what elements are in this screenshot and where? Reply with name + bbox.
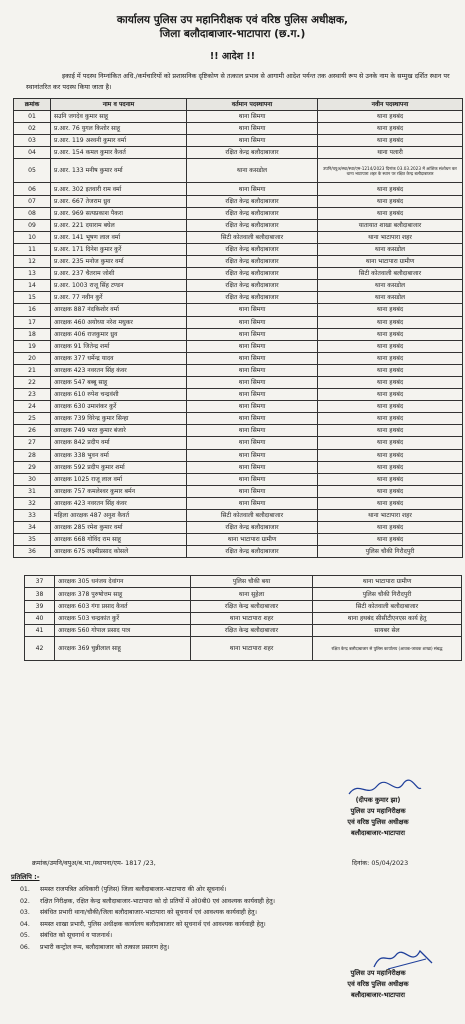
table-row bbox=[14, 437, 463, 449]
row-current-posting: थाना सिमगा bbox=[187, 449, 318, 461]
row-name: आरक्षक 630 उमाशंकर कुर्रे bbox=[51, 401, 187, 413]
table-row bbox=[14, 485, 463, 497]
table-row bbox=[25, 576, 462, 588]
copy-item-number: 05. bbox=[20, 932, 30, 939]
row-current-posting: थाना सिमगा bbox=[187, 316, 318, 328]
row-current-posting: थाना सिमगा bbox=[187, 340, 318, 352]
row-name: आरक्षक 377 धर्मेन्द्र यादव bbox=[51, 352, 187, 364]
row-new-posting: थाना हथबंद bbox=[318, 473, 463, 485]
row-serial: 37 bbox=[25, 576, 55, 588]
row-current-posting: थाना सिमगा bbox=[187, 111, 318, 123]
row-name: आरक्षक 305 धनंजय देवांगन bbox=[55, 576, 191, 588]
table-row bbox=[14, 352, 463, 364]
row-new-posting: थाना हथबंद bbox=[318, 437, 463, 449]
row-serial: 01 bbox=[14, 111, 51, 123]
row-current-posting: रक्षित केन्द्र बलौदाबाजार bbox=[191, 600, 313, 612]
copy-list-item bbox=[20, 907, 450, 919]
signature-block-1 bbox=[318, 795, 438, 839]
row-new-posting: थाना हथबंद bbox=[318, 401, 463, 413]
row-name: आरक्षक 460 अयोध्या नरेश मधुकर bbox=[51, 316, 187, 328]
row-current-posting: रक्षित केन्द्र बलौदाबाजार bbox=[187, 243, 318, 255]
row-serial: 23 bbox=[14, 389, 51, 401]
row-serial: 21 bbox=[14, 364, 51, 376]
table-row bbox=[14, 207, 463, 219]
row-serial: 04 bbox=[14, 147, 51, 159]
table-row bbox=[14, 401, 463, 413]
row-serial: 18 bbox=[14, 328, 51, 340]
signatory2-designation-3: बलौदाबाजार-भाटापारा bbox=[351, 991, 405, 999]
row-name: सउनि जगदेव कुमार साहू bbox=[51, 111, 187, 123]
row-name: आरक्षक 369 चुन्नीलाल साहू bbox=[55, 636, 191, 660]
table-row bbox=[14, 292, 463, 304]
copy-item-number: 03. bbox=[20, 909, 30, 916]
row-serial: 03 bbox=[14, 135, 51, 147]
row-serial: 25 bbox=[14, 413, 51, 425]
table-row bbox=[14, 256, 463, 268]
row-current-posting: थाना सिमगा bbox=[187, 376, 318, 388]
table-row bbox=[14, 389, 463, 401]
reference-date: दिनांक: 05/04/2023 bbox=[352, 859, 409, 867]
row-serial: 15 bbox=[14, 292, 51, 304]
row-serial: 16 bbox=[14, 304, 51, 316]
row-name: प्र.आर. 154 कमल कुमार कैवर्त bbox=[51, 147, 187, 159]
row-serial: 28 bbox=[14, 449, 51, 461]
copy-list-item bbox=[20, 919, 450, 931]
row-current-posting: थाना सिमगा bbox=[187, 485, 318, 497]
row-new-posting: पुलिस चौकी गिरौदपुरी bbox=[318, 546, 463, 558]
table-row bbox=[14, 147, 463, 159]
row-new-posting: थाना हथबंद bbox=[318, 497, 463, 509]
table-row bbox=[14, 425, 463, 437]
row-name: आरक्षक 503 चन्द्रकांत कुर्रे bbox=[55, 612, 191, 624]
row-current-posting: थाना भाटापारा शहर bbox=[191, 636, 313, 660]
copy-item-text: संबंधित प्रभारी थाना/चौकी/जिला बलौदाबाजार-भाटापारा को सूचनार्थ एवं आवश्यक कार्यवाही हेतु। bbox=[40, 909, 257, 916]
row-name: प्र.आर. 141 भूषण लाल वर्मा bbox=[51, 231, 187, 243]
row-name: आरक्षक 603 गंगा प्रसाद कैवर्त bbox=[55, 600, 191, 612]
row-new-posting: थाना हथबंद bbox=[318, 123, 463, 135]
row-name: आरक्षक 285 रमेश कुमार वर्मा bbox=[51, 522, 187, 534]
row-serial: 20 bbox=[14, 352, 51, 364]
row-name: आरक्षक 610 रुपेश चन्द्रवंशी bbox=[51, 389, 187, 401]
row-current-posting: थाना सिमगा bbox=[187, 123, 318, 135]
row-current-posting: रक्षित केन्द्र बलौदाबाजार bbox=[187, 147, 318, 159]
row-new-posting: थाना हथबंद bbox=[318, 522, 463, 534]
copy-heading: प्रतिलिपि :- bbox=[11, 873, 40, 881]
row-name: प्र.आर. 237 चैतराम जोशी bbox=[51, 268, 187, 280]
table-row bbox=[14, 304, 463, 316]
col-current-posting: वर्तमान पदस्थापना bbox=[187, 99, 318, 111]
table-row bbox=[25, 636, 462, 660]
row-serial: 11 bbox=[14, 243, 51, 255]
copy-item-text: संबंधित को सूचनार्थ व पालनार्थ। bbox=[40, 932, 113, 939]
row-new-posting: थाना कसडोल bbox=[318, 280, 463, 292]
table-row bbox=[14, 123, 463, 135]
table-row bbox=[14, 413, 463, 425]
table-row bbox=[14, 534, 463, 546]
col-new-posting: नवीन पदस्थापना bbox=[318, 99, 463, 111]
row-current-posting: थाना सिमगा bbox=[187, 364, 318, 376]
signatory-designation-2: एवं वरिष्ठ पुलिस अधीक्षक bbox=[347, 818, 409, 826]
transfer-table bbox=[13, 98, 463, 558]
row-current-posting: रक्षित केन्द्र बलौदाबाजार bbox=[187, 195, 318, 207]
copy-item-number: 04. bbox=[20, 920, 30, 928]
row-serial: 22 bbox=[14, 376, 51, 388]
row-new-posting: थाना हथबंद bbox=[318, 304, 463, 316]
office-title: कार्यालय पुलिस उप महानिरीक्षक एवं वरिष्ठ पुलिस अधीक्षक, bbox=[116, 14, 349, 26]
row-serial: 12 bbox=[14, 256, 51, 268]
row-current-posting: थाना सिमगा bbox=[187, 473, 318, 485]
row-new-posting: पुलिस चौकी गिरौदपुरी bbox=[313, 588, 462, 600]
table-row bbox=[14, 135, 463, 147]
table-row bbox=[14, 510, 463, 522]
table-row bbox=[14, 231, 463, 243]
row-current-posting: थाना कसडोल bbox=[187, 159, 318, 183]
copy-list-item bbox=[20, 896, 450, 908]
row-serial: 06 bbox=[14, 183, 51, 195]
row-new-posting: थाना भाटापारा ग्रामीण bbox=[313, 576, 462, 588]
signatory-designation-3: बलौदाबाजार-भाटापारा bbox=[351, 829, 405, 837]
order-heading: !! आदेश !! bbox=[209, 51, 256, 62]
row-current-posting: थाना सिमगा bbox=[187, 497, 318, 509]
transfer-table-body bbox=[14, 111, 463, 558]
row-new-posting: थाना हथबंद bbox=[318, 534, 463, 546]
row-serial: 38 bbox=[25, 588, 55, 600]
col-name: नाम व पदनाम bbox=[51, 99, 187, 111]
row-serial: 24 bbox=[14, 401, 51, 413]
row-serial: 26 bbox=[14, 425, 51, 437]
col-serial: क्रमांक bbox=[14, 99, 51, 111]
copy-item-text: समस्त शाखा प्रभारी, पुलिस अधीक्षक कार्यालय बलौदाबाजार को सूचनार्थ एवं आवश्यक कार्यवाही हेतु। bbox=[40, 920, 266, 928]
letterhead bbox=[12, 13, 453, 63]
row-current-posting: थाना सिमगा bbox=[187, 401, 318, 413]
table-row bbox=[14, 449, 463, 461]
row-serial: 40 bbox=[25, 612, 55, 624]
row-new-posting: थाना भाटापारा ग्रामीण bbox=[318, 256, 463, 268]
row-name: प्र.आर. 76 युगल किशोर साहू bbox=[51, 123, 187, 135]
signatory-name: (दीपक कुमार झा) bbox=[355, 796, 401, 804]
row-new-posting: थाना कसडोल bbox=[318, 292, 463, 304]
row-new-posting: उपनि/वपुअ/स्था/स्था/एम-1214/2023 दिनांक 03.03.2023 में आंशिक संशोधन कर थाना भाटापारा शहर के स्थान पर रक्षित केन्द्र बलौदाबाजार bbox=[318, 159, 463, 183]
row-name: आरक्षक 423 नवरतन सिंह कंवर bbox=[51, 364, 187, 376]
row-new-posting: थाना हथबंद bbox=[318, 389, 463, 401]
row-current-posting: रक्षित केन्द्र बलौदाबाजार bbox=[187, 546, 318, 558]
table-row bbox=[14, 268, 463, 280]
row-serial: 19 bbox=[14, 340, 51, 352]
row-serial: 08 bbox=[14, 207, 51, 219]
table-row bbox=[25, 612, 462, 624]
row-new-posting: थाना हथबंद bbox=[318, 425, 463, 437]
row-name: प्र.आर. 1003 राजू सिंह टण्डन bbox=[51, 280, 187, 292]
row-name: आरक्षक 378 पुरुषोत्तम साहू bbox=[55, 588, 191, 600]
copy-item-number: 01. bbox=[20, 886, 30, 893]
signatory2-designation-2: एवं वरिष्ठ पुलिस अधीक्षक bbox=[347, 980, 409, 988]
row-current-posting: थाना सिमगा bbox=[187, 425, 318, 437]
row-new-posting: थाना हथबंद bbox=[318, 195, 463, 207]
reference-number: क्रमांक/उमनि/वपुअ/ब.भा./स्थापना/एम- 1817 /23, bbox=[32, 859, 156, 867]
row-serial: 29 bbox=[14, 461, 51, 473]
row-serial: 34 bbox=[14, 522, 51, 534]
row-serial: 31 bbox=[14, 485, 51, 497]
row-current-posting: रक्षित केन्द्र बलौदाबाजार bbox=[187, 522, 318, 534]
row-name: आरक्षक 675 लक्ष्मीप्रसाद कोसले bbox=[51, 546, 187, 558]
row-new-posting: सिटी कोतवाली बलौदाबाजार bbox=[313, 600, 462, 612]
row-serial: 32 bbox=[14, 497, 51, 509]
table-row bbox=[14, 376, 463, 388]
row-current-posting: रक्षित केन्द्र बलौदाबाजार bbox=[187, 207, 318, 219]
row-name: आरक्षक 1025 राजू लाल वर्मा bbox=[51, 473, 187, 485]
row-new-posting: थाना हथबंद bbox=[318, 328, 463, 340]
row-name: प्र.आर. 119 अश्वनी कुमार वर्मा bbox=[51, 135, 187, 147]
row-serial: 05 bbox=[14, 159, 51, 183]
row-current-posting: थाना सिमगा bbox=[187, 413, 318, 425]
row-name: प्र.आर. 221 दयाराम बघेल bbox=[51, 219, 187, 231]
row-name: आरक्षक 406 राजकुमार ध्रुव bbox=[51, 328, 187, 340]
table-row bbox=[14, 219, 463, 231]
row-serial: 27 bbox=[14, 437, 51, 449]
row-name: आरक्षक 668 गोविंद राम साहू bbox=[51, 534, 187, 546]
row-new-posting: थाना हथबंद bbox=[318, 316, 463, 328]
row-name: आरक्षक 887 नंदकिशोर वर्मा bbox=[51, 304, 187, 316]
row-new-posting: थाना हथबंद bbox=[318, 183, 463, 195]
row-name: प्र.आर. 133 मनीष कुमार वर्मा bbox=[51, 159, 187, 183]
transfer-table-continued-body bbox=[25, 576, 462, 660]
row-name: प्र.आर. 77 नवीन कुर्रे bbox=[51, 292, 187, 304]
copy-list bbox=[20, 884, 450, 953]
transfer-table-continued bbox=[24, 575, 462, 660]
row-name: प्र.आर. 302 इतवारी राम वर्मा bbox=[51, 183, 187, 195]
row-current-posting: थाना सिमगा bbox=[187, 389, 318, 401]
copy-item-number: 02. bbox=[20, 897, 30, 905]
reference-line bbox=[32, 858, 452, 867]
copy-item-text: प्रभारी कन्ट्रोल रूम, बलौदाबाजार को तत्काल प्रसारण हेतु। bbox=[40, 943, 170, 951]
row-new-posting: थाना हथबंद bbox=[318, 376, 463, 388]
table-row bbox=[14, 364, 463, 376]
row-new-posting: थाना हथबंद bbox=[318, 413, 463, 425]
row-current-posting: रक्षित केन्द्र बलौदाबाजार bbox=[191, 624, 313, 636]
row-current-posting: थाना सिमगा bbox=[187, 328, 318, 340]
row-name: प्र.आर. 667 तेजराम ध्रुव bbox=[51, 195, 187, 207]
row-current-posting: रक्षित केन्द्र बलौदाबाजार bbox=[187, 219, 318, 231]
row-current-posting: रक्षित केन्द्र बलौदाबाजार bbox=[187, 256, 318, 268]
row-new-posting: थाना भाटापारा शहर bbox=[318, 231, 463, 243]
row-serial: 36 bbox=[14, 546, 51, 558]
signatory2-designation-1: पुलिस उप महानिरीक्षक bbox=[350, 969, 406, 977]
row-new-posting: थाना हथबंद bbox=[318, 135, 463, 147]
intro-paragraph: इकाई में पदस्थ निम्नांकित अधि./कर्मचारियों को प्रशासनिक दृष्टिकोण से तत्काल प्रभाव से आगामी आदेश पर्यन्त तक अस्थायी रूप से उनके नाम के सम्मुख दर्शित स्थान पर स्थानांतरित कर पदस्थ किया जाता है। bbox=[26, 72, 450, 91]
row-name: प्र.आर. 171 दिनेश कुमार कुर्रे bbox=[51, 243, 187, 255]
row-serial: 10 bbox=[14, 231, 51, 243]
table-row bbox=[14, 546, 463, 558]
row-new-posting: थाना हथबंद सीसीटीएनएस कार्य हेतु bbox=[313, 612, 462, 624]
row-current-posting: थाना भाटापारा शहर bbox=[191, 612, 313, 624]
table-row bbox=[14, 159, 463, 183]
row-serial: 33 bbox=[14, 510, 51, 522]
table-row bbox=[14, 461, 463, 473]
row-current-posting: रक्षित केन्द्र बलौदाबाजार bbox=[187, 292, 318, 304]
table-row bbox=[14, 340, 463, 352]
row-new-posting: रक्षित केन्द्र बलौदाबाजार से पुलिस कार्यालय (आवक-जावक शाखा) संबद्ध bbox=[313, 636, 462, 660]
copy-item-number: 06. bbox=[20, 943, 30, 951]
table-row bbox=[14, 183, 463, 195]
table-row bbox=[14, 522, 463, 534]
row-new-posting: थाना हथबंद bbox=[318, 461, 463, 473]
row-current-posting: थाना सिमगा bbox=[187, 304, 318, 316]
row-new-posting: सिटी कोतवाली बलौदाबाजार bbox=[318, 268, 463, 280]
signatory-designation-1: पुलिस उप महानिरीक्षक bbox=[350, 807, 406, 815]
row-new-posting: थाना हथबंद bbox=[318, 364, 463, 376]
row-new-posting: थाना कसडोल bbox=[318, 243, 463, 255]
district-title: जिला बलौदाबाजार-भाटापारा (छ.ग.) bbox=[159, 28, 306, 40]
row-name: आरक्षक 560 गोपाल प्रसाद पात्र bbox=[55, 624, 191, 636]
table-row bbox=[14, 316, 463, 328]
row-name: आरक्षक 423 नवरतन सिंह कंवर bbox=[51, 497, 187, 509]
row-current-posting: सिटी कोतवाली बलौदाबाजार bbox=[187, 231, 318, 243]
row-serial: 14 bbox=[14, 280, 51, 292]
row-serial: 42 bbox=[25, 636, 55, 660]
row-current-posting: रक्षित केन्द्र बलौदाबाजार bbox=[187, 268, 318, 280]
row-new-posting: थाना हथबंद bbox=[318, 340, 463, 352]
row-serial: 07 bbox=[14, 195, 51, 207]
row-name: आरक्षक 592 प्रदीप कुमार शर्मा bbox=[51, 461, 187, 473]
row-name: महिला आरक्षक 487 अनुश कैवर्त bbox=[51, 510, 187, 522]
table-header-row bbox=[14, 99, 463, 111]
row-new-posting: थाना हथबंद bbox=[318, 352, 463, 364]
row-name: प्र.आर. 969 सत्यप्रकाश पैकरा bbox=[51, 207, 187, 219]
row-current-posting: थाना सिमगा bbox=[187, 437, 318, 449]
row-current-posting: सिटी कोतवाली बलौदाबाजार bbox=[187, 510, 318, 522]
row-current-posting: थाना भाटापारा ग्रामीण bbox=[187, 534, 318, 546]
row-new-posting: थाना हथबंद bbox=[318, 111, 463, 123]
row-new-posting: यातायात शाखा बलौदाबाजार bbox=[318, 219, 463, 231]
row-name: आरक्षक 739 विरेन्द्र कुमार सिन्हा bbox=[51, 413, 187, 425]
row-new-posting: थाना हथबंद bbox=[318, 449, 463, 461]
table-row bbox=[14, 243, 463, 255]
table-row bbox=[14, 280, 463, 292]
row-current-posting: थाना सिमगा bbox=[187, 135, 318, 147]
signature-block-2 bbox=[318, 968, 438, 1001]
table-row bbox=[25, 588, 462, 600]
row-serial: 09 bbox=[14, 219, 51, 231]
row-serial: 30 bbox=[14, 473, 51, 485]
row-serial: 02 bbox=[14, 123, 51, 135]
row-current-posting: थाना सुहेला bbox=[191, 588, 313, 600]
row-new-posting: थाना हथबंद bbox=[318, 485, 463, 497]
table-row bbox=[14, 195, 463, 207]
row-serial: 17 bbox=[14, 316, 51, 328]
copy-item-text: समस्त राजपत्रित अधिकारी (पुलिस) जिला बलौदाबाजार-भाटापारा की ओर सूचनार्थ। bbox=[40, 886, 227, 893]
row-current-posting: थाना सिमगा bbox=[187, 461, 318, 473]
row-name: आरक्षक 338 भुवन वर्मा bbox=[51, 449, 187, 461]
copy-list-item bbox=[20, 884, 450, 896]
table-row bbox=[25, 600, 462, 612]
row-name: आरक्षक 757 कमलेश्वर कुमार बर्मन bbox=[51, 485, 187, 497]
table-row bbox=[14, 473, 463, 485]
row-new-posting: थाना हथबंद bbox=[318, 207, 463, 219]
row-new-posting: थाना पलारी bbox=[318, 147, 463, 159]
row-serial: 35 bbox=[14, 534, 51, 546]
row-name: आरक्षक 749 भरत कुमार बंजारे bbox=[51, 425, 187, 437]
row-current-posting: पुलिस चौकी बया bbox=[191, 576, 313, 588]
row-new-posting: थाना भाटापारा शहर bbox=[318, 510, 463, 522]
table-row bbox=[14, 328, 463, 340]
row-serial: 41 bbox=[25, 624, 55, 636]
row-name: प्र.आर. 235 मनोज कुमार वर्मा bbox=[51, 256, 187, 268]
copy-list-item bbox=[20, 930, 450, 942]
row-name: आरक्षक 91 जितेन्द्र शर्मा bbox=[51, 340, 187, 352]
table-row bbox=[25, 624, 462, 636]
table-row bbox=[14, 111, 463, 123]
row-new-posting: सायबर सेल bbox=[313, 624, 462, 636]
row-current-posting: थाना सिमगा bbox=[187, 352, 318, 364]
row-serial: 39 bbox=[25, 600, 55, 612]
row-name: आरक्षक 547 बब्बू साहू bbox=[51, 376, 187, 388]
row-serial: 13 bbox=[14, 268, 51, 280]
row-current-posting: रक्षित केन्द्र बलौदाबाजार bbox=[187, 280, 318, 292]
row-current-posting: थाना सिमगा bbox=[187, 183, 318, 195]
row-name: आरक्षक 842 प्रदीप वर्मा bbox=[51, 437, 187, 449]
table-row bbox=[14, 497, 463, 509]
copy-item-text: रक्षित निरीक्षक, रक्षित केन्द्र बलौदाबाजार-भाटापारा को दो प्रतियों में ओ0बी0 एवं आवश्यक कार्यवाही हेतु। bbox=[40, 897, 276, 905]
